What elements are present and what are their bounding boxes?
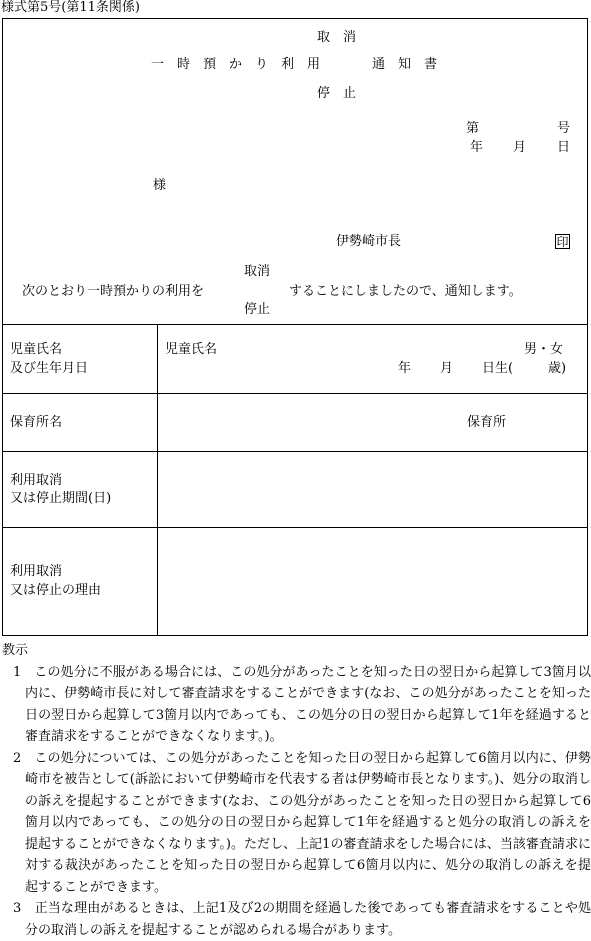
- title-right: 通 知 書: [372, 57, 438, 72]
- date-month: 月: [513, 140, 527, 155]
- gender-options: 男・女: [524, 342, 564, 357]
- notice-option-cancel: 取消: [244, 264, 271, 279]
- title-left: 一 時 預 か り 利 用: [151, 57, 321, 72]
- title-suspend-option: 停 止: [317, 86, 357, 101]
- child-row-label-line2: 及び生年月日: [10, 361, 89, 376]
- reason-row-label-line2: 又は停止の理由: [10, 583, 102, 598]
- birth-day: 日生(: [482, 361, 514, 376]
- child-name-label: 児童氏名: [165, 342, 218, 357]
- row-divider: [2, 451, 588, 452]
- column-divider: [157, 324, 158, 636]
- birth-month: 月: [440, 361, 454, 376]
- form-number-label: 様式第5号(第11条関係): [1, 0, 140, 15]
- recipient-suffix: 様: [153, 178, 167, 193]
- date-year: 年: [470, 140, 484, 155]
- title-cancel-option: 取 消: [317, 30, 357, 45]
- issuer-name: 伊勢崎市長: [336, 234, 402, 249]
- birth-year: 年: [398, 361, 412, 376]
- instruction-item-3: 3 正当な理由があるときは、上記1及び2の期間を経過した後であっても審査請求をすることや処分の取消しの訴えを提起することが認められる場合があります。: [13, 901, 591, 938]
- form-frame: [2, 18, 588, 636]
- number-prefix: 第: [466, 121, 480, 136]
- date-day: 日: [557, 140, 571, 155]
- instruction-item-2: 2 この処分については、この処分があったことを知った日の翌日から起算して6箇月以内に、伊勢崎市を被告として(訴訟において伊勢崎市を代表する者は伊勢崎市長となります。)、処分の取消しの訴えを提起することができます(なお、この処分があったことを知った日の翌日から起算して6箇月以内であっても、この処分の日の翌日から起算して1年を経過すると処分の取消しの訴えを提起することができなくなります。)。ただし、上記1の審査請求をした場合には、当該審査請求に対する裁決があったことを知った日の翌日から起算して6箇月以内に、処分の取消しの訴えを提起することができます。: [13, 750, 591, 895]
- row-divider: [2, 527, 588, 528]
- instruction-item-1: 1 この処分に不服がある場合には、この処分があったことを知った日の翌日から起算して3箇月以内に、伊勢崎市長に対して審査請求をすることができます(なお、この処分があったことを知った日の翌日から起算して3箇月以内であっても、この処分の日の翌日から起算して1年を経過すると審査請求をすることができなくなります。)。: [13, 664, 591, 744]
- child-age: 歳): [548, 361, 567, 376]
- row-divider: [2, 324, 588, 325]
- number-suffix: 号: [557, 121, 571, 136]
- seal-mark: 印: [556, 235, 569, 249]
- period-row-label-line1: 利用取消: [10, 473, 63, 488]
- reason-row-label-line1: 利用取消: [10, 564, 63, 579]
- notice-text-after: することにしましたので、通知します。: [289, 284, 522, 299]
- nursery-suffix: 保育所: [467, 415, 507, 430]
- instructions-title: 教示: [2, 643, 29, 658]
- period-row-label-line2: 又は停止期間(日): [10, 491, 112, 506]
- child-row-label-line1: 児童氏名: [10, 342, 63, 357]
- instructions-section: [0, 640, 591, 941]
- nursery-row-label: 保育所名: [10, 415, 63, 430]
- notice-option-suspend: 停止: [244, 302, 271, 317]
- notice-text-before: 次のとおり一時預かりの利用を: [22, 284, 205, 299]
- row-divider: [2, 393, 588, 394]
